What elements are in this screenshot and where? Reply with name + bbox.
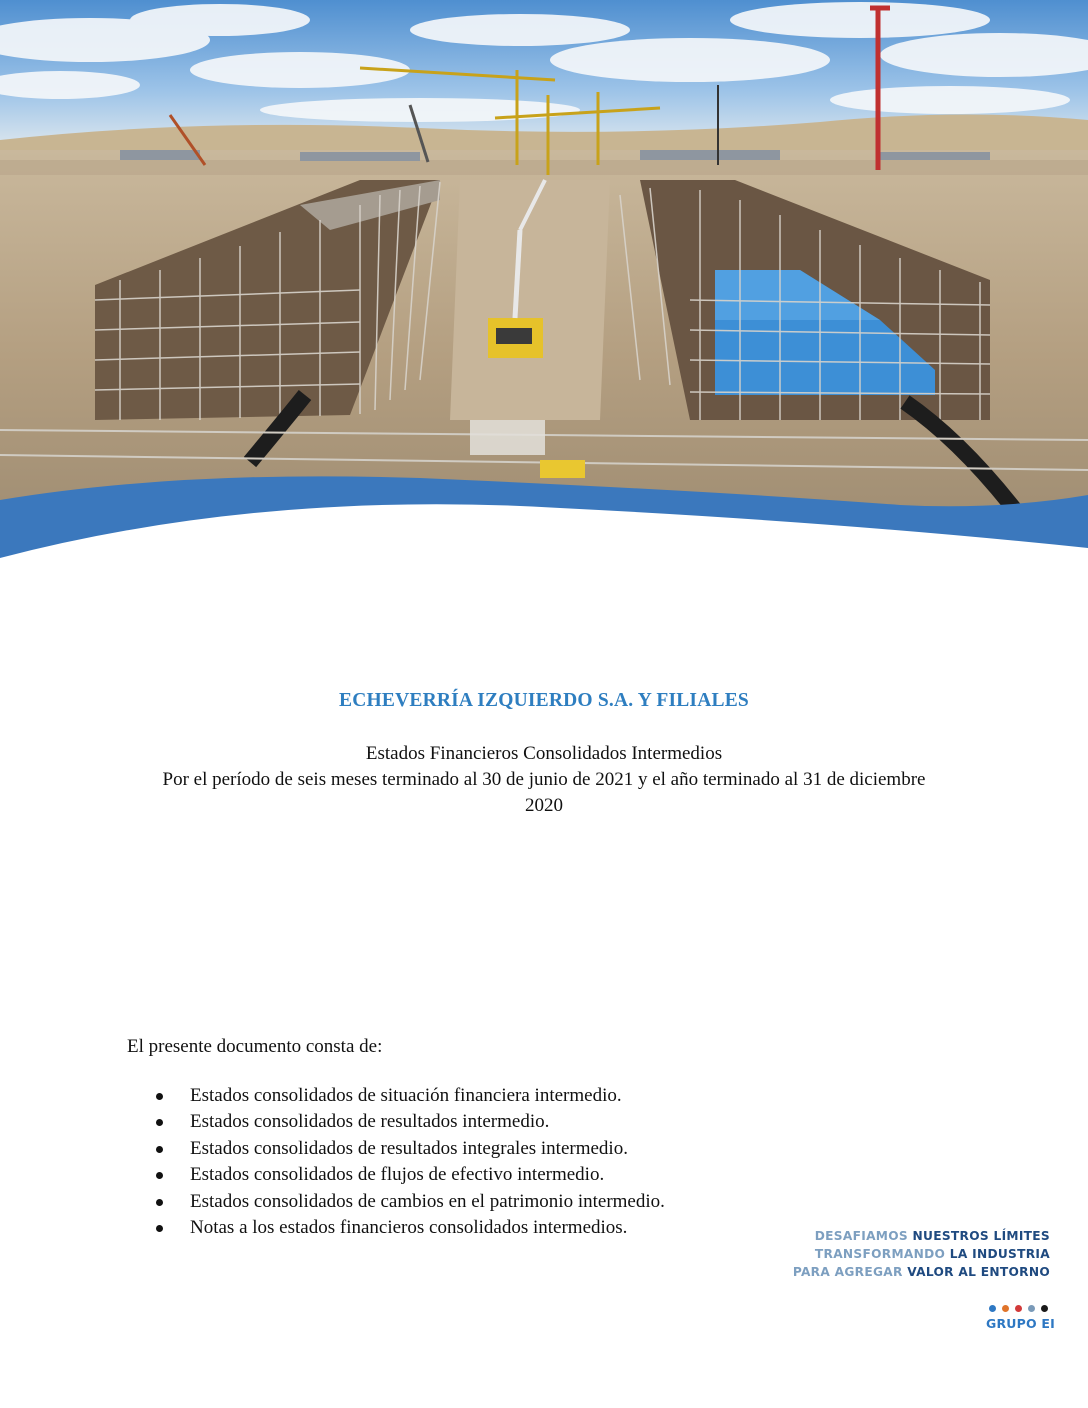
bullet-icon [156,1199,163,1206]
grupo-ei-logo [985,1305,1055,1339]
slogan-line [793,1245,1050,1263]
list-item [150,1109,665,1135]
bullet-icon [156,1146,163,1153]
logo-text: GRUPO EI [986,1316,1055,1331]
contents-list [150,1083,665,1241]
list-item-label: Estados consolidados de resultados integrales intermedio. [190,1137,628,1159]
logo-dot [1002,1305,1009,1312]
list-item-label: Estados consolidados de flujos de efectivo intermedio. [190,1164,605,1186]
company-name: ECHEVERRÍA IZQUIERDO S.A. Y FILIALES [339,690,749,711]
bullet-icon [156,1172,163,1179]
list-item-label: Estados consolidados de situación financiera intermedio. [190,1085,622,1106]
list-item-label: Notas a los estados financieros consolidados intermedios. [190,1216,628,1238]
company-slogan [793,1227,1050,1281]
slogan-text-strong: LA INDUSTRIA [949,1247,1050,1261]
slogan-line [793,1263,1050,1281]
bullet-icon [156,1093,163,1100]
contents-intro: El presente documento consta de: [127,1036,383,1057]
subtitle-line: 2020 [525,795,563,816]
list-item [150,1162,665,1188]
center-road [450,180,610,420]
bullet-icon [156,1225,163,1232]
bullet-icon [156,1119,163,1126]
slogan-text: TRANSFORMANDO [814,1247,950,1261]
slogan-text-strong: VALOR AL ENTORNO [907,1265,1050,1279]
list-item-label: Estados consolidados de resultados intermedio. [190,1111,550,1133]
slogan-line [793,1227,1050,1245]
subtitle-line: Por el período de seis meses terminado al 30 de junio de 2021 y el año terminado al 31 de diciembre [162,769,926,790]
list-item [150,1083,665,1109]
list-item [150,1189,665,1215]
list-item [150,1136,665,1162]
logo-dot [1028,1305,1035,1312]
logo-dot [989,1305,996,1312]
slogan-text: DESAFIAMOS [814,1229,913,1243]
report-subtitle [0,741,1088,819]
list-item [150,1215,665,1241]
logo-dot [1041,1305,1048,1312]
logo-dots [985,1305,1055,1315]
cover-photo [0,0,1088,560]
list-item-label: Estados consolidados de cambios en el patrimonio intermedio. [190,1190,665,1212]
slogan-text-strong: NUESTROS LÍMITES [912,1229,1050,1243]
subtitle-line: Estados Financieros Consolidados Intermedios [365,743,723,764]
logo-dot [1015,1305,1022,1312]
slogan-text: PARA AGREGAR [792,1265,908,1279]
